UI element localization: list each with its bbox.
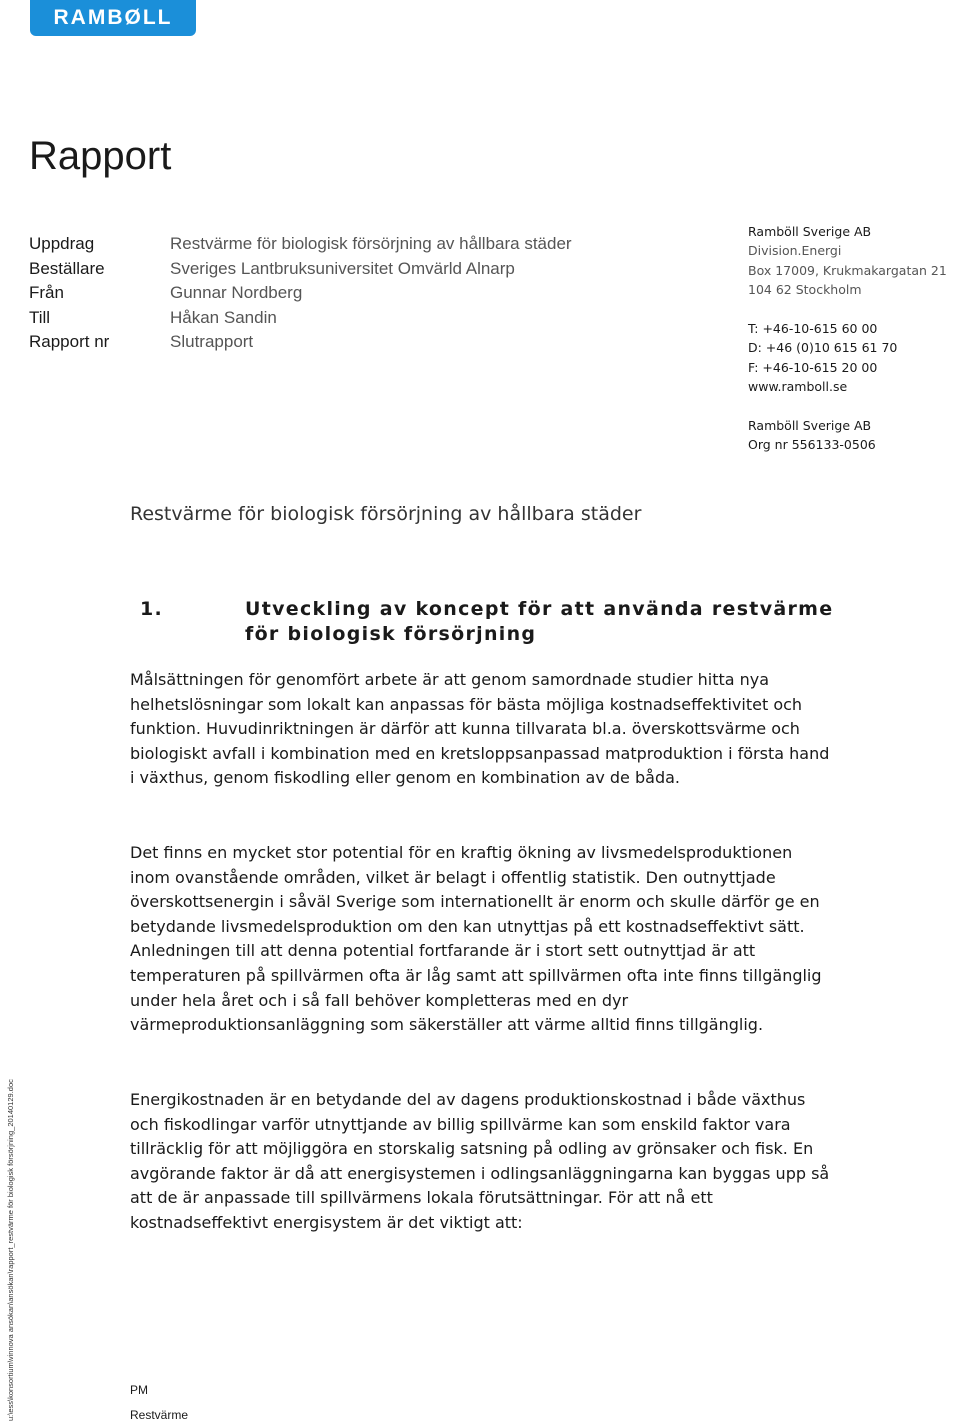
meta-label: Rapport nr [29, 332, 110, 352]
company-web: www.ramboll.se [748, 379, 848, 395]
paragraph-1: Målsättningen för genomfört arbete är att genom samordnade studier hitta nya helhetslösningar som lokalt kan anpassas för bästa möjliga kostnadseffektivitet och funktion. Huvudinriktningen är därför att kunna tillvarata bl.a. överskottsvärme och biologiskt avfall i kombination med en kretsloppsanpassad matproduktion i första hand i växthus, genom fiskodling eller genom en kombination av de båda. [130, 670, 830, 788]
document-title: Rapport [29, 134, 172, 178]
logo-text: RAMBØLL [53, 6, 173, 29]
paragraph-3: Energikostnaden är en betydande del av dagens produktionskostnad i både växthus och fiskodlingar varför utnyttjande av billig spillvärme kan som enskild faktor vara tillräcklig för att möjliggöra en storskalig satsning på odling av grönsaker och fisk. En avgörande faktor är då att energisystemen i odlingsanläggningarna kan byggas upp så att de är anpassade till spillvärmens lokala förutsättningar. För att nå ett kostnadseffektivt energisystem är det viktigt att: [130, 1090, 830, 1232]
company-postal: 104 62 Stockholm [748, 282, 862, 298]
company-info [748, 222, 953, 455]
meta-row-rapport-nr [29, 330, 589, 355]
company-address: Box 17009, Krukmakargatan 21 [748, 262, 947, 278]
meta-value: Håkan Sandin [170, 307, 277, 327]
meta-row-fran [29, 281, 589, 306]
section-number: 1. [140, 598, 164, 620]
company-phone-t: T: +46-10-615 60 00 [748, 321, 878, 337]
company-fax: F: +46-10-615 20 00 [748, 359, 878, 375]
company-name-2: Ramböll Sverige AB [748, 418, 872, 434]
company-division: Division.Energi [748, 243, 842, 259]
meta-row-bestallare [29, 257, 589, 282]
file-path-margin: u:\ess\konsortium\vinnova ansökan\ansökan\rapport_restvärme för biologisk försörjning_20140129.doc [6, 1079, 15, 1421]
footer-restvarme: Restvärme [130, 1408, 189, 1421]
meta-value: Slutrapport [170, 332, 254, 352]
meta-label: Från [29, 283, 64, 303]
company-org-nr: Org nr 556133-0506 [748, 437, 876, 453]
footer-pm: PM [130, 1383, 148, 1397]
meta-row-till [29, 306, 589, 331]
meta-value: Gunnar Nordberg [170, 283, 303, 303]
paragraph-2: Det finns en mycket stor potential för en kraftig ökning av livsmedelsproduktionen inom ovanstående områden, vilket är belagt i offentlig statistik. Den outnyttjade överskottsenergin i såväl Sverige som internationellt är enorm och skulle därför ge en betydande livsmedelsproduktion om den kan utnyttjas på ett kostnadseffektivt sätt. Anledningen till att denna potential fortfarande är i stort sett outnyttjad är att temperaturen på spillvärmen ofta är låg samt att spillvärmen ofta inte finns tillgänglig under hela året och i så fall behöver kompletteras med en dyr värmeproduktionsanläggning som säkerställer att värme alltid finns tillgänglig. [130, 843, 822, 1035]
meta-label: Till [29, 307, 51, 327]
meta-value: Sveriges Lantbruksuniversitet Omvärld Alnarp [170, 258, 515, 278]
meta-value: Restvärme för biologisk försörjning av hållbara städer [170, 234, 572, 253]
section-title: Utveckling av koncept för att använda restvärme för biologisk försörjning [245, 598, 834, 645]
company-name: Ramböll Sverige AB [748, 224, 872, 239]
meta-row-uppdrag [29, 232, 589, 257]
meta-label: Uppdrag [29, 234, 95, 253]
report-subject: Restvärme för biologisk försörjning av hållbara städer [130, 503, 642, 525]
report-metadata [29, 232, 589, 355]
ramboll-logo [30, 0, 196, 36]
company-phone-d: D: +46 (0)10 615 61 70 [748, 340, 898, 356]
spacer [748, 397, 953, 416]
meta-label: Beställare [29, 258, 105, 278]
spacer [748, 300, 953, 319]
section-heading [140, 597, 840, 647]
